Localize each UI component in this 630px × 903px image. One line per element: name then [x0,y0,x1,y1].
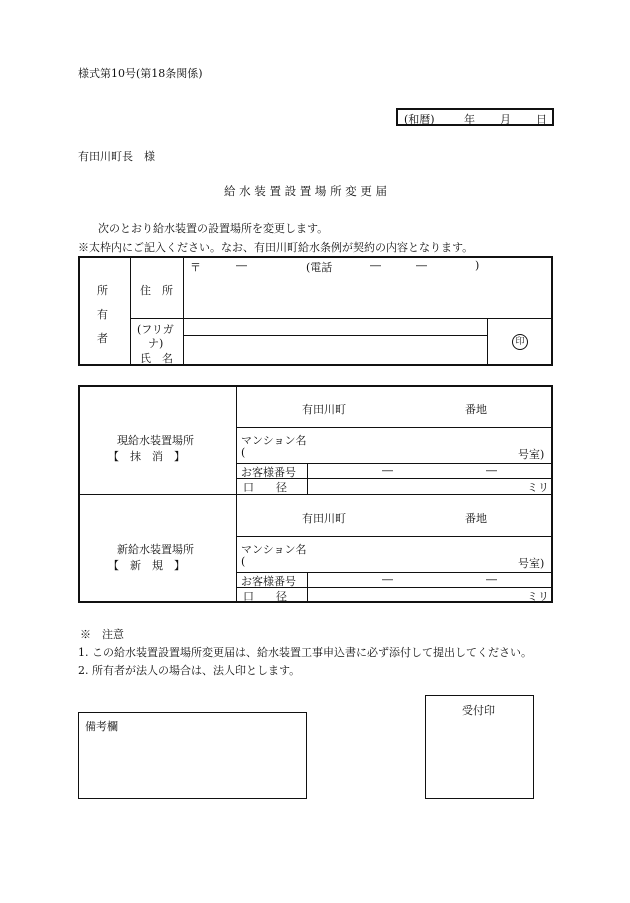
postal-dash: ― [236,259,247,272]
addressee: 有田川町長 様 [78,150,155,163]
seal-mark: 印 [512,334,528,350]
note-item-1: 1. この給水装置設置場所変更届は、給水装置工事申込書に必ず添付して提出してください。 [78,646,532,659]
date-year: 年 [464,113,475,126]
new-customer-dash-1: ― [382,573,393,586]
remarks-box[interactable] [78,712,307,799]
name-input[interactable] [186,337,484,363]
reception-box [425,695,534,799]
current-customer-no-input[interactable] [310,465,550,477]
form-title: 給 水 装 置 設 置 場 所 変 更 届 [224,184,388,198]
new-customer-no-label: お客様番号 [241,575,296,588]
current-mansion-label: マンション名 [241,434,307,447]
notes-heading: ※ 注意 [80,628,124,641]
reception-label: 受付印 [462,704,495,717]
date-box[interactable] [396,108,554,126]
new-customer-no-input[interactable] [310,574,550,586]
date-day: 日 [536,113,547,126]
address-input-area[interactable] [186,276,550,316]
current-customer-dash-2: ― [486,464,497,477]
current-diameter-input[interactable] [310,480,520,492]
current-customer-no-label: お客様番号 [241,466,296,479]
current-diameter-unit: ミリ [527,481,549,494]
form-number: 様式第10号(第18条関係) [78,67,203,80]
furigana-label-2: ナ) [148,337,164,350]
new-open-paren: ( [241,555,246,568]
date-era: (和暦) [404,113,435,126]
name-label: 氏 名 [140,352,173,365]
owner-label-1: 所 [97,284,108,297]
address-label: 住 所 [140,284,173,297]
current-open-paren: ( [241,446,246,459]
new-banchi: 番地 [465,512,487,525]
new-diameter-label: 口 径 [243,590,287,603]
current-diameter-label: 口 径 [243,481,287,494]
instruction-note: ※太枠内にご記入ください。なお、有田川町給水条例が契約の内容となります。 [78,241,474,254]
phone-dash-1: ― [370,259,381,272]
new-location-status: 【 新 規 】 [108,559,185,572]
current-location-label: 現給水装置場所 [117,434,194,447]
new-diameter-unit: ミリ [527,590,549,603]
note-item-2: 2. 所有者が法人の場合は、法人印とします。 [78,664,301,677]
owner-label-3: 者 [97,332,108,345]
intro-text: 次のとおり給水装置の設置場所を変更します。 [98,222,329,235]
phone-close: ) [475,259,480,272]
current-room: 号室) [518,448,545,461]
new-location-label: 新給水装置場所 [117,543,194,556]
new-customer-dash-2: ― [486,573,497,586]
new-room: 号室) [518,557,545,570]
date-month: 月 [500,113,511,126]
postal-mark: 〒 [190,261,201,274]
current-town: 有田川町 [302,403,346,416]
owner-label-2: 有 [97,308,108,321]
current-customer-dash-1: ― [382,464,393,477]
current-banchi: 番地 [465,403,487,416]
current-location-status: 【 抹 消 】 [108,450,185,463]
new-town: 有田川町 [302,512,346,525]
phone-label: (電話 [306,261,333,274]
remarks-label: 備考欄 [85,720,118,733]
phone-dash-2: ― [416,259,427,272]
new-address-input[interactable] [240,498,550,534]
furigana-input[interactable] [186,320,484,333]
current-address-input[interactable] [240,389,550,425]
furigana-label-1: (フリガ [137,323,174,336]
new-mansion-label: マンション名 [241,543,307,556]
new-diameter-input[interactable] [310,589,520,601]
